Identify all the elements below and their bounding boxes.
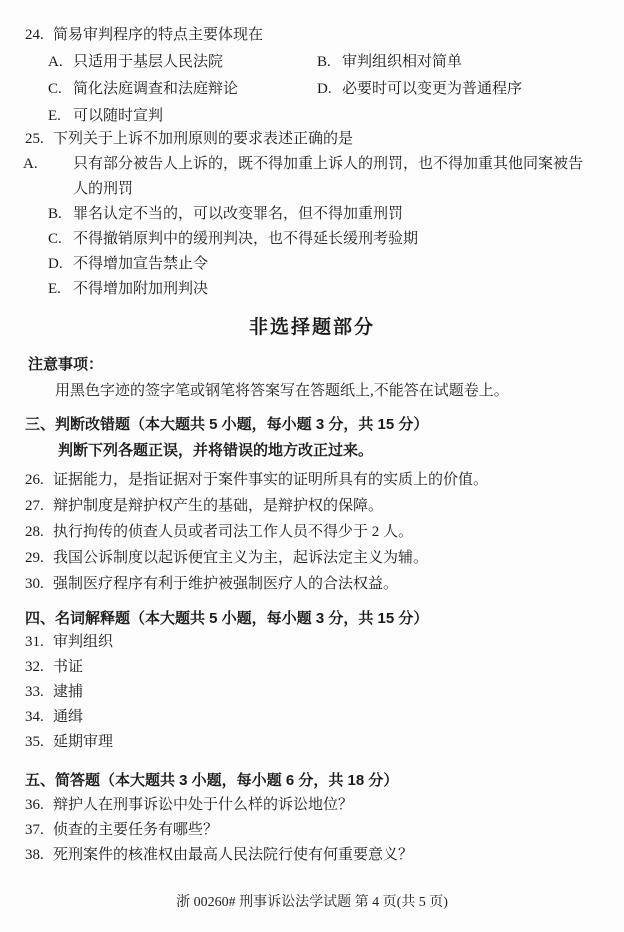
part-heading-block	[0, 313, 624, 343]
item-text: 证据能力，是指证据对于案件事实的证明所具有的实质上的价值。	[53, 472, 489, 488]
option-e	[48, 103, 163, 130]
section-title: 四、名词解释题（本大题共 5 小题，每小题 3 分，共 15 分）	[25, 610, 429, 627]
item-30	[0, 571, 624, 597]
short-answer-items	[0, 793, 624, 868]
option-label: B.	[48, 206, 62, 222]
option-label: C.	[48, 81, 62, 97]
item-number: 34.	[25, 709, 44, 725]
item-number: 29.	[25, 550, 44, 566]
section-title: 五、简答题（本大题共 3 小题，每小题 6 分，共 18 分）	[25, 772, 399, 789]
item-number: 37.	[25, 822, 44, 838]
judge-items	[0, 467, 624, 597]
notice-block	[0, 352, 624, 404]
option-text: 罪名认定不当的，可以改变罪名，但不得加重刑罚	[73, 206, 404, 222]
item-31	[0, 630, 624, 655]
option-label: D.	[317, 81, 332, 97]
section-subtitle: 判断下列各题正误，并将错误的地方改正过来。	[58, 442, 374, 459]
option-text: 只有部分被告人上诉的，既不得加重上诉人的刑罚，也不得加重其他同案被告人的刑罚	[73, 156, 584, 197]
term-items	[0, 630, 624, 755]
section-3-heading	[0, 412, 624, 464]
item-text: 侦查的主要任务有哪些？	[53, 822, 219, 838]
option-label: A.	[23, 156, 38, 172]
item-text: 通缉	[53, 709, 84, 725]
item-34	[0, 705, 624, 730]
option-text: 可以随时宣判	[73, 108, 164, 124]
section-4-heading	[0, 606, 624, 632]
item-text: 书证	[53, 659, 84, 675]
option-text: 不得增加宣告禁止令	[73, 256, 209, 272]
item-text: 我国公诉制度以起诉便宜主义为主，起诉法定主义为辅。	[53, 550, 429, 566]
option-label: D.	[48, 256, 63, 272]
item-text: 审判组织	[53, 634, 114, 650]
item-26	[0, 467, 624, 493]
item-number: 27.	[25, 498, 44, 514]
option-e	[0, 277, 624, 302]
item-text: 辩护人在刑事诉讼中处于什么样的诉讼地位？	[53, 797, 354, 813]
option-b	[0, 202, 624, 227]
question-25	[0, 127, 624, 302]
item-number: 31.	[25, 634, 44, 650]
item-29	[0, 545, 624, 571]
option-text: 不得撤销原判中的缓刑判决，也不得延长缓刑考验期	[73, 231, 419, 247]
question-24	[0, 22, 624, 130]
item-37	[0, 818, 624, 843]
part-heading: 非选择题部分	[248, 317, 375, 338]
question-number: 25.	[25, 131, 44, 147]
item-number: 36.	[25, 797, 44, 813]
option-text: 审判组织相对简单	[342, 54, 463, 70]
option-d	[317, 76, 522, 103]
option-label: C.	[48, 231, 62, 247]
option-label: E.	[48, 108, 61, 124]
item-32	[0, 655, 624, 680]
notice-title: 注意事项：	[28, 356, 104, 373]
item-text: 强制医疗程序有利于维护被强制医疗人的合法权益。	[53, 576, 399, 592]
question-number: 24.	[25, 27, 44, 43]
item-28	[0, 519, 624, 545]
option-a	[48, 49, 317, 76]
item-36	[0, 793, 624, 818]
item-text: 执行拘传的侦查人员或者司法工作人员不得少于 2 人。	[53, 524, 414, 540]
section-title: 三、判断改错题（本大题共 5 小题，每小题 3 分，共 15 分）	[25, 416, 429, 433]
option-text: 简化法庭调查和法庭辩论	[73, 81, 239, 97]
question-24-options-row-3	[0, 103, 624, 130]
question-text: 简易审判程序的特点主要体现在	[53, 27, 264, 43]
item-number: 32.	[25, 659, 44, 675]
notice-body: 用黑色字迹的签字笔或钢笔将答案写在答题纸上,不能答在试题卷上。	[55, 383, 509, 399]
option-label: E.	[48, 281, 61, 297]
option-text: 只适用于基层人民法院	[73, 54, 224, 70]
item-number: 26.	[25, 472, 44, 488]
item-number: 33.	[25, 684, 44, 700]
item-27	[0, 493, 624, 519]
item-number: 30.	[25, 576, 44, 592]
item-number: 35.	[25, 734, 44, 750]
item-text: 逮捕	[53, 684, 84, 700]
item-text: 延期审理	[53, 734, 114, 750]
option-a	[0, 152, 624, 202]
option-b	[317, 49, 462, 76]
footer-block	[0, 890, 624, 916]
item-text: 辩护制度是辩护权产生的基础，是辩护权的保障。	[53, 498, 384, 514]
page-footer: 浙 00260# 刑事诉讼法学试题 第 4 页(共 5 页)	[176, 895, 448, 910]
option-label: A.	[48, 54, 63, 70]
item-38	[0, 843, 624, 868]
option-c	[0, 227, 624, 252]
question-25-stem	[0, 127, 624, 152]
item-text: 死刑案件的核准权由最高人民法院行使有何重要意义？	[53, 847, 414, 863]
option-text: 不得增加附加刑判决	[73, 281, 209, 297]
question-24-options-row-2	[0, 76, 624, 103]
option-text: 必要时可以变更为普通程序	[342, 81, 523, 97]
question-text: 下列关于上诉不加刑原则的要求表述正确的是	[53, 131, 354, 147]
option-d	[0, 252, 624, 277]
question-24-stem	[0, 22, 624, 49]
item-number: 28.	[25, 524, 44, 540]
option-c	[48, 76, 317, 103]
question-24-options-row-1	[0, 49, 624, 76]
section-5-heading	[0, 768, 624, 794]
item-number: 38.	[25, 847, 44, 863]
item-33	[0, 680, 624, 705]
option-label: B.	[317, 54, 331, 70]
item-35	[0, 730, 624, 755]
